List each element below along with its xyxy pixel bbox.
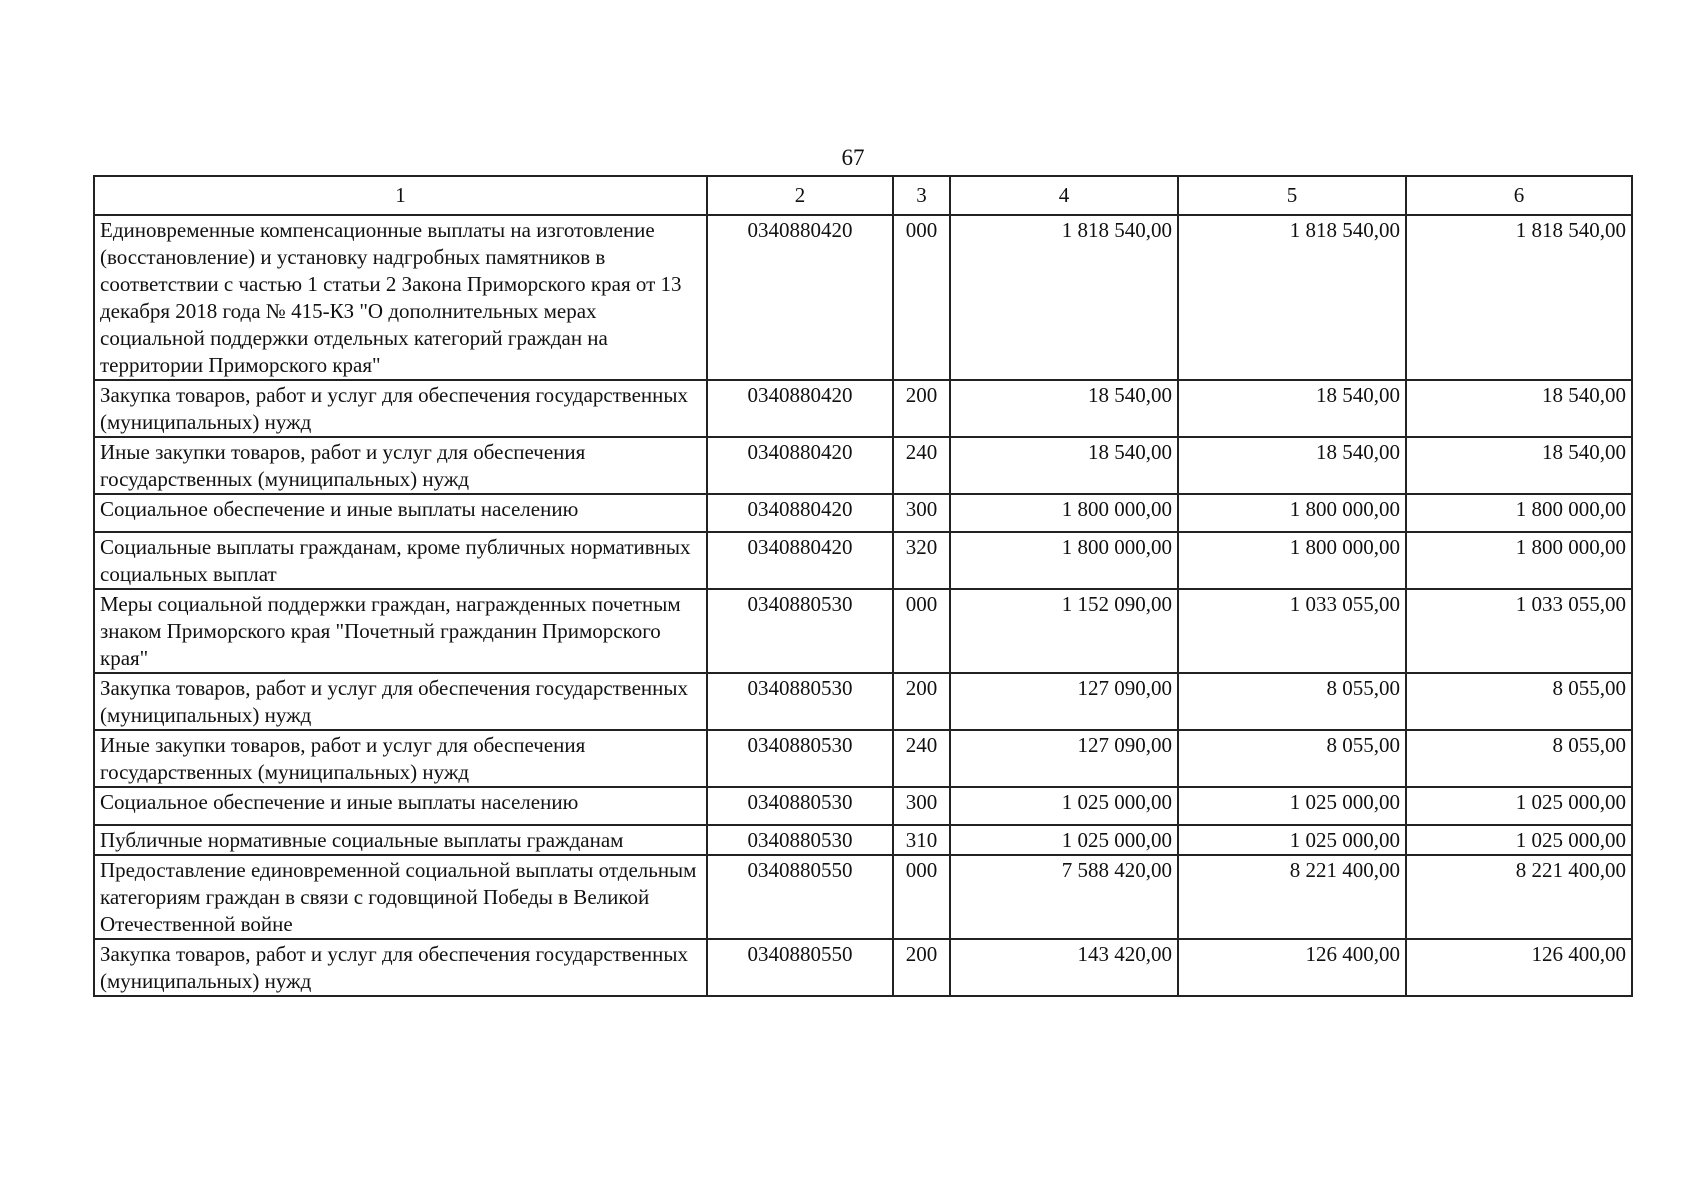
row-value-6: 1 025 000,00 <box>1406 787 1632 825</box>
row-code: 0340880530 <box>707 787 893 825</box>
row-name: Социальное обеспечение и иные выплаты населению <box>94 787 707 825</box>
column-header-4: 4 <box>950 176 1178 215</box>
row-value-6: 8 221 400,00 <box>1406 855 1632 939</box>
row-code: 0340880420 <box>707 494 893 532</box>
row-value-4: 1 152 090,00 <box>950 589 1178 673</box>
row-name: Предоставление единовременной социальной выплаты отдельным категориям граждан в связи с годовщиной Победы в Великой Отечественной войне <box>94 855 707 939</box>
row-value-6: 1 800 000,00 <box>1406 494 1632 532</box>
row-value-6: 8 055,00 <box>1406 673 1632 730</box>
row-type: 200 <box>893 673 950 730</box>
row-code: 0340880550 <box>707 939 893 996</box>
table-row <box>94 380 1632 437</box>
row-value-4: 7 588 420,00 <box>950 855 1178 939</box>
row-name: Иные закупки товаров, работ и услуг для обеспечения государственных (муниципальных) нужд <box>94 730 707 787</box>
row-value-5: 1 818 540,00 <box>1178 215 1406 380</box>
table-row <box>94 939 1632 996</box>
row-value-6: 18 540,00 <box>1406 380 1632 437</box>
row-value-6: 1 033 055,00 <box>1406 589 1632 673</box>
column-header-2: 2 <box>707 176 893 215</box>
row-value-4: 1 025 000,00 <box>950 825 1178 855</box>
row-code: 0340880420 <box>707 215 893 380</box>
row-value-6: 8 055,00 <box>1406 730 1632 787</box>
row-value-4: 18 540,00 <box>950 437 1178 494</box>
row-value-5: 8 055,00 <box>1178 673 1406 730</box>
row-code: 0340880420 <box>707 380 893 437</box>
row-value-5: 1 033 055,00 <box>1178 589 1406 673</box>
row-type: 310 <box>893 825 950 855</box>
row-name: Иные закупки товаров, работ и услуг для обеспечения государственных (муниципальных) нужд <box>94 437 707 494</box>
row-value-5: 126 400,00 <box>1178 939 1406 996</box>
table-row <box>94 673 1632 730</box>
row-code: 0340880420 <box>707 532 893 589</box>
row-name: Социальные выплаты гражданам, кроме публичных нормативных социальных выплат <box>94 532 707 589</box>
row-value-6: 126 400,00 <box>1406 939 1632 996</box>
row-code: 0340880530 <box>707 673 893 730</box>
row-name: Публичные нормативные социальные выплаты гражданам <box>94 825 707 855</box>
row-value-4: 18 540,00 <box>950 380 1178 437</box>
table-row <box>94 825 1632 855</box>
table-row <box>94 437 1632 494</box>
row-value-5: 1 025 000,00 <box>1178 787 1406 825</box>
row-value-6: 1 800 000,00 <box>1406 532 1632 589</box>
row-type: 300 <box>893 787 950 825</box>
row-value-4: 127 090,00 <box>950 673 1178 730</box>
row-type: 240 <box>893 730 950 787</box>
row-name: Единовременные компенсационные выплаты на изготовление (восстановление) и установку надгробных памятников в соответствии с частью 1 статьи 2 Закона Приморского края от 13 декабря 2018 года № 415-КЗ "О дополнительных мерах социальной поддержки отдельных категорий граждан на территории Приморского края" <box>94 215 707 380</box>
table-row <box>94 855 1632 939</box>
row-code: 0340880530 <box>707 730 893 787</box>
row-code: 0340880420 <box>707 437 893 494</box>
table-row <box>94 532 1632 589</box>
row-value-5: 18 540,00 <box>1178 380 1406 437</box>
row-value-5: 18 540,00 <box>1178 437 1406 494</box>
row-value-5: 1 800 000,00 <box>1178 494 1406 532</box>
row-type: 000 <box>893 215 950 380</box>
table-row <box>94 215 1632 380</box>
row-value-4: 143 420,00 <box>950 939 1178 996</box>
row-value-6: 1 818 540,00 <box>1406 215 1632 380</box>
row-value-5: 8 055,00 <box>1178 730 1406 787</box>
row-name: Закупка товаров, работ и услуг для обеспечения государственных (муниципальных) нужд <box>94 380 707 437</box>
row-type: 300 <box>893 494 950 532</box>
column-header-5: 5 <box>1178 176 1406 215</box>
table-row <box>94 730 1632 787</box>
row-type: 200 <box>893 380 950 437</box>
row-type: 200 <box>893 939 950 996</box>
page-number: 67 <box>841 145 865 170</box>
table-row <box>94 589 1632 673</box>
row-name: Закупка товаров, работ и услуг для обеспечения государственных (муниципальных) нужд <box>94 673 707 730</box>
row-value-4: 1 800 000,00 <box>950 494 1178 532</box>
row-value-4: 1 818 540,00 <box>950 215 1178 380</box>
row-value-6: 18 540,00 <box>1406 437 1632 494</box>
row-name: Социальное обеспечение и иные выплаты населению <box>94 494 707 532</box>
row-value-4: 127 090,00 <box>950 730 1178 787</box>
table-header-row <box>94 176 1632 215</box>
row-type: 240 <box>893 437 950 494</box>
row-value-4: 1 800 000,00 <box>950 532 1178 589</box>
column-header-6: 6 <box>1406 176 1632 215</box>
column-header-1: 1 <box>94 176 707 215</box>
row-type: 000 <box>893 855 950 939</box>
row-code: 0340880530 <box>707 825 893 855</box>
row-value-6: 1 025 000,00 <box>1406 825 1632 855</box>
row-value-5: 1 800 000,00 <box>1178 532 1406 589</box>
column-header-3: 3 <box>893 176 950 215</box>
row-value-4: 1 025 000,00 <box>950 787 1178 825</box>
row-type: 000 <box>893 589 950 673</box>
row-value-5: 8 221 400,00 <box>1178 855 1406 939</box>
table-row <box>94 494 1632 532</box>
row-value-5: 1 025 000,00 <box>1178 825 1406 855</box>
row-name: Закупка товаров, работ и услуг для обеспечения государственных (муниципальных) нужд <box>94 939 707 996</box>
row-type: 320 <box>893 532 950 589</box>
row-code: 0340880550 <box>707 855 893 939</box>
row-name: Меры социальной поддержки граждан, награжденных почетным знаком Приморского края "Почетный гражданин Приморского края" <box>94 589 707 673</box>
row-code: 0340880530 <box>707 589 893 673</box>
table-row <box>94 787 1632 825</box>
budget-table <box>93 175 1633 997</box>
